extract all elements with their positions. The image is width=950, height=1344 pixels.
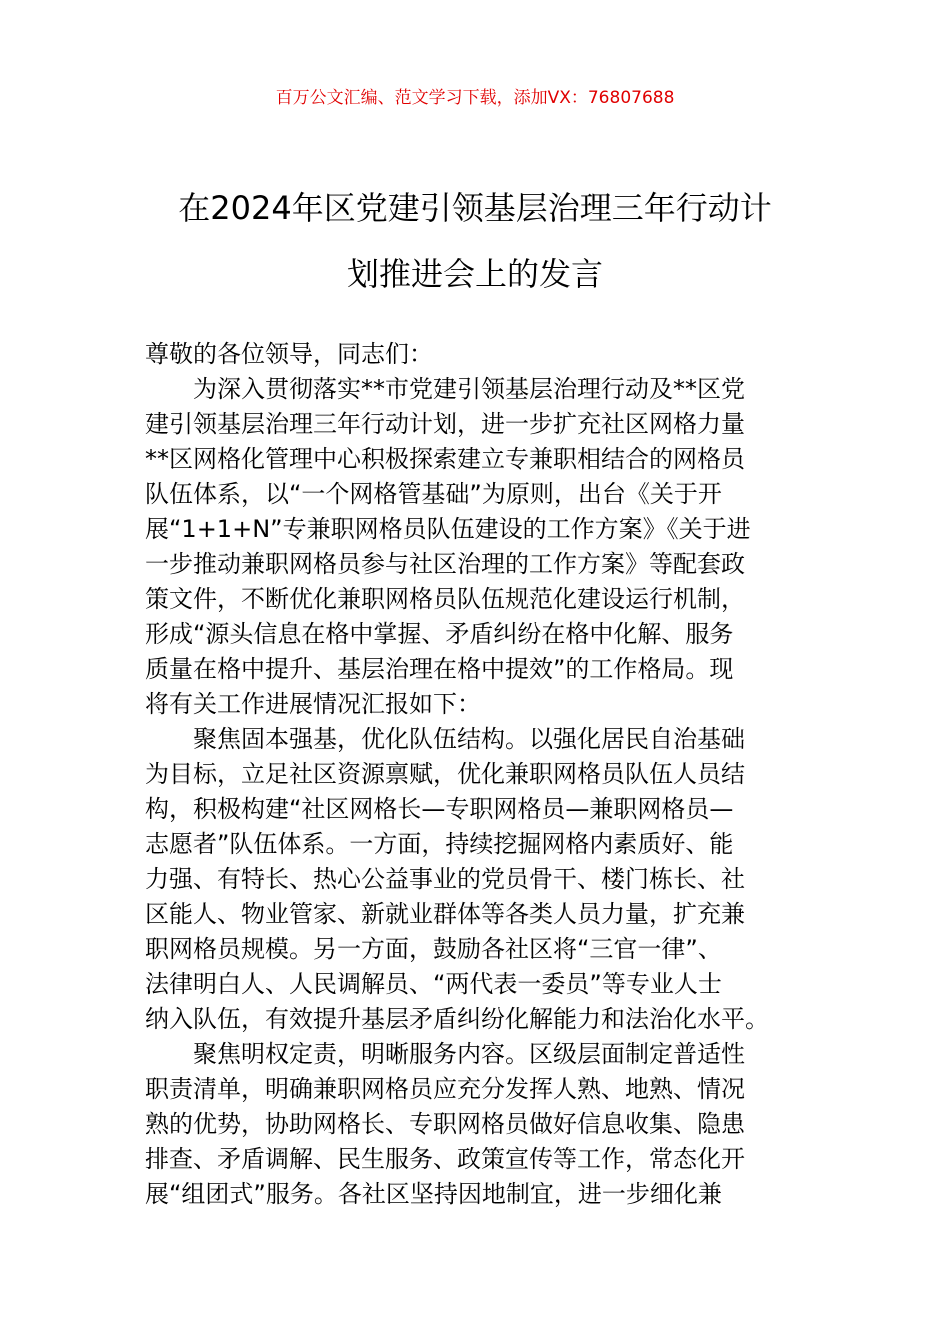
body-line: 志愿者”队伍体系。一方面，持续挖掘网格内素质好、能 xyxy=(145,830,734,858)
header-note: 百万公文汇编、范文学习下载，添加VX：76807688 xyxy=(275,88,675,108)
body-line: 构，积极构建“社区网格长—专职网格员—兼职网格员— xyxy=(145,795,734,823)
body-line: 队伍体系，以“一个网格管基础”为原则，出台《关于开 xyxy=(145,480,722,508)
body-line: 聚焦固本强基，优化队伍结构。以强化居民自治基础 xyxy=(193,725,745,753)
document-title xyxy=(130,175,820,307)
body-line: 纳入队伍，有效提升基层矛盾纠纷化解能力和法治化水平。 xyxy=(145,1005,769,1033)
body-line: 职网格员规模。另一方面，鼓励各社区将“三官一律”、 xyxy=(145,935,722,963)
body-line: 聚焦明权定责，明晰服务内容。区级层面制定普适性 xyxy=(193,1040,745,1068)
body-line: 策文件，不断优化兼职网格员队伍规范化建设运行机制， xyxy=(145,585,745,613)
body-line: 为深入贯彻落实**市党建引领基层治理行动及**区党 xyxy=(193,375,745,403)
body-line: 形成“源头信息在格中掌握、矛盾纠纷在格中化解、服务 xyxy=(145,620,734,648)
body-line: **区网格化管理中心积极探索建立专兼职相结合的网格员 xyxy=(145,445,745,473)
body-line: 法律明白人、人民调解员、“两代表一委员”等专业人士 xyxy=(145,970,722,998)
title-line: 划推进会上的发言 xyxy=(346,255,603,293)
body-line: 将有关工作进展情况汇报如下： xyxy=(145,690,481,718)
body-line: 区能人、物业管家、新就业群体等各类人员力量，扩充兼 xyxy=(145,900,745,928)
body-line: 熟的优势，协助网格长、专职网格员做好信息收集、隐患 xyxy=(145,1110,745,1138)
title-line: 在2024年区党建引领基层治理三年行动计 xyxy=(178,189,772,227)
body-line: 展“1+1+N”专兼职网格员队伍建设的工作方案》《关于进 xyxy=(145,515,751,543)
body-line: 展“组团式”服务。各社区坚持因地制宜，进一步细化兼 xyxy=(145,1180,722,1208)
body-line: 一步推动兼职网格员参与社区治理的工作方案》等配套政 xyxy=(145,550,745,578)
body-line: 力强、有特长、热心公益事业的党员骨干、楼门栋长、社 xyxy=(145,865,745,893)
document-body xyxy=(145,337,807,1212)
salutation: 尊敬的各位领导，同志们： xyxy=(145,340,433,368)
body-line: 职责清单，明确兼职网格员应充分发挥人熟、地熟、情况 xyxy=(145,1075,745,1103)
body-line: 质量在格中提升、基层治理在格中提效”的工作格局。现 xyxy=(145,655,734,683)
body-line: 建引领基层治理三年行动计划，进一步扩充社区网格力量 xyxy=(145,410,745,438)
body-line: 为目标，立足社区资源禀赋，优化兼职网格员队伍人员结 xyxy=(145,760,745,788)
body-line: 排查、矛盾调解、民生服务、政策宣传等工作，常态化开 xyxy=(145,1145,745,1173)
